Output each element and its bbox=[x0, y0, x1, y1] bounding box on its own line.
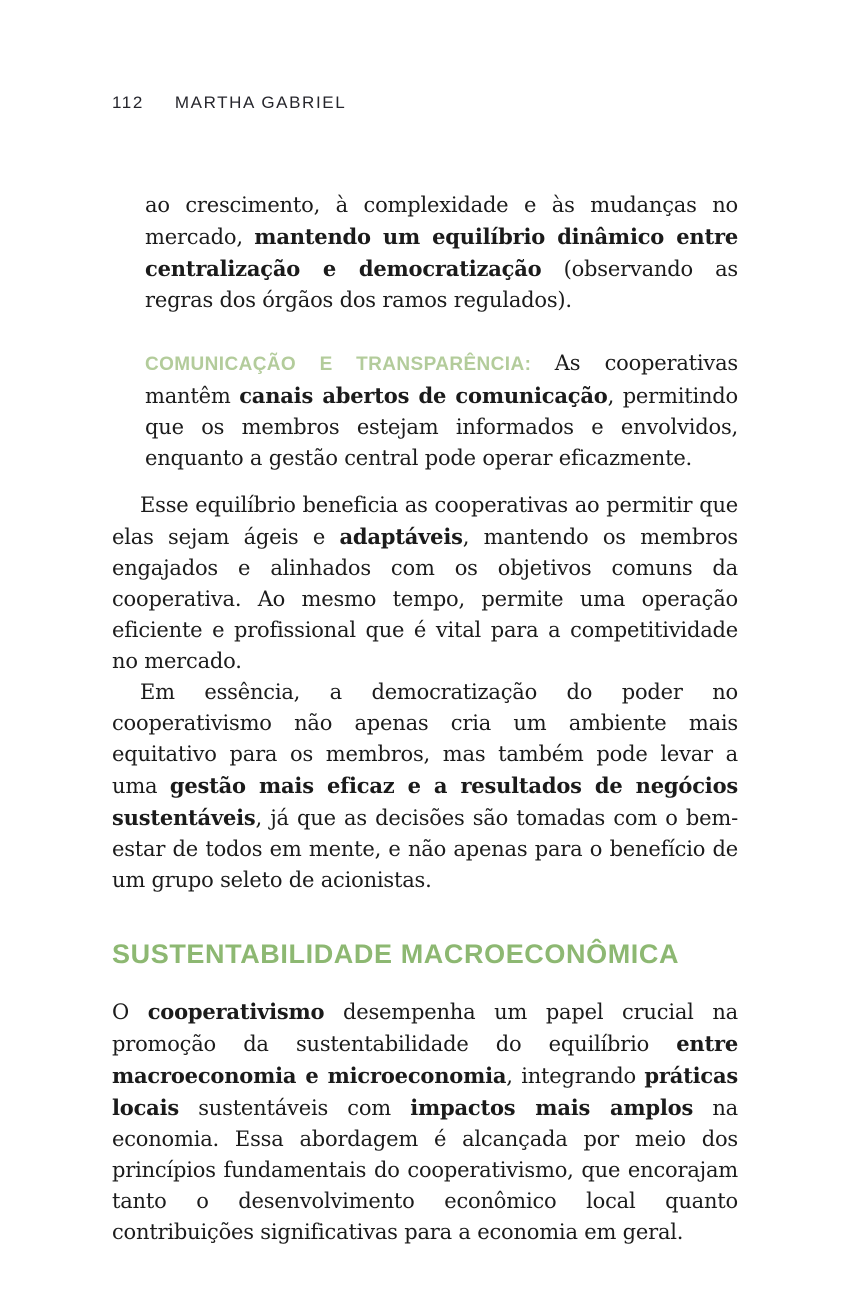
text-run: Esse equilíbrio beneficia as cooperativas ao permitir que elas sejam ágeis e bbox=[112, 493, 738, 549]
paragraph-em-essencia bbox=[112, 677, 738, 896]
text-run: sustentáveis com bbox=[178, 1096, 411, 1120]
text-run-bold: mantendo um equilíbrio dinâmico entre centralização e democratização bbox=[145, 224, 738, 281]
page-number: 112 bbox=[112, 93, 144, 112]
text-run: desempenha um papel crucial na promoção da sustentabilidade do equilíbrio bbox=[112, 1000, 738, 1056]
text-run: , mantendo os membros engajados e alinhados com os objetivos comuns da cooperativa. Ao mesmo tempo, permite uma operação eficiente e profissional que é vital para a competitividade no mercado. bbox=[112, 525, 738, 673]
running-header bbox=[112, 93, 346, 113]
text-run-bold: adaptáveis bbox=[339, 524, 463, 549]
text-run: ao crescimento, à complexidade e às mudanças no mercado, bbox=[145, 193, 738, 249]
text-run-bold: gestão mais eficaz e a resultados de negócios sustentáveis bbox=[112, 773, 738, 830]
text-run: , permitindo que os membros estejam informados e envolvidos, enquanto a gestão central pode operar eficazmente. bbox=[145, 384, 738, 470]
paragraph-equilibrio-dinamico bbox=[145, 190, 738, 316]
text-run: As cooperativas mantêm bbox=[145, 351, 738, 408]
section-heading-sustentabilidade: SUSTENTABILIDADE MACROECONÔMICA bbox=[112, 939, 680, 969]
text-run: (observando as regras dos órgãos dos ramos regulados). bbox=[145, 257, 739, 312]
text-run: , já que as decisões são tomadas com o bem-estar de todos em mente, e não apenas para o benefício de um grupo seleto de acionistas. bbox=[112, 806, 738, 892]
author-name: MARTHA GABRIEL bbox=[174, 93, 347, 112]
text-run-bold: cooperativismo bbox=[147, 999, 325, 1024]
paragraph-comunicacao-transparencia bbox=[145, 348, 738, 474]
paragraph-cooperativismo-macro bbox=[112, 996, 738, 1248]
text-run: , integrando bbox=[506, 1064, 645, 1088]
paragraph-esse-equilibrio bbox=[112, 490, 738, 677]
page-body bbox=[112, 190, 738, 1248]
text-run: Em essência, a democratização do poder no cooperativismo não apenas cria um ambiente mais equitativo para os membros, mas também pode levar a uma bbox=[112, 680, 738, 798]
text-run-bold: impactos mais amplos bbox=[410, 1095, 694, 1120]
text-run-bold: canais abertos de comunicação bbox=[239, 383, 608, 408]
text-run: O bbox=[112, 1000, 148, 1024]
text-run-bold: entre macroeconomia e microeconomia bbox=[112, 1031, 738, 1088]
text-run-bold: práticas locais bbox=[112, 1063, 738, 1120]
text-run-tag: COMUNICAÇÃO E TRANSPARÊNCIA: bbox=[145, 354, 555, 375]
text-run: na economia. Essa abordagem é alcançada por meio dos princípios fundamentais do cooperativismo, que encorajam tanto o desenvolvimento econômico local quanto contribuições significativas para a economia em geral. bbox=[112, 1096, 738, 1244]
